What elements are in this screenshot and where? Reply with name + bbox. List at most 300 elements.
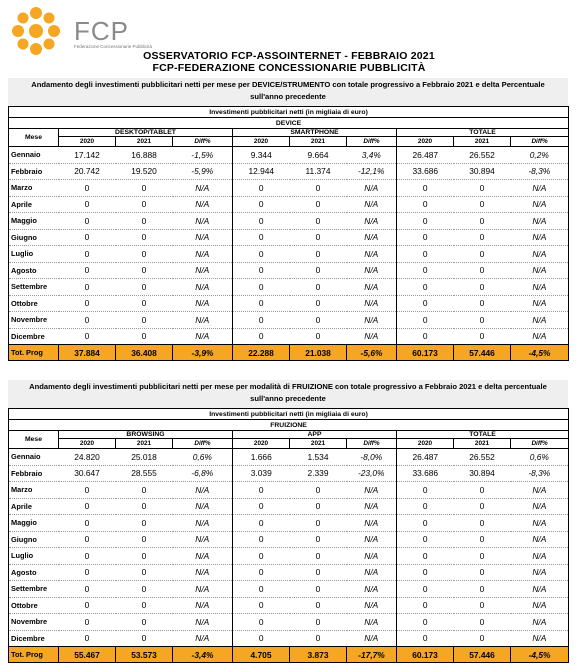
value-cell: 0 <box>290 295 347 312</box>
value-cell: 0 <box>454 279 511 296</box>
table-row <box>9 515 569 532</box>
logo-tagline: Federazione Concessionarie Pubblicità <box>74 44 153 49</box>
table-row <box>9 279 569 296</box>
value-cell: 0 <box>290 564 347 581</box>
value-cell: 0 <box>290 548 347 565</box>
value-cell: 0 <box>59 295 116 312</box>
value-cell: 0 <box>116 548 173 565</box>
value-cell: 0 <box>116 295 173 312</box>
value-cell: 0 <box>454 531 511 548</box>
total-value-cell: 37.884 <box>59 345 116 361</box>
value-cell: 0 <box>59 328 116 345</box>
diff-cell: N/A <box>347 213 397 230</box>
value-cell: 0 <box>233 229 290 246</box>
value-cell: 0 <box>233 279 290 296</box>
total-diff-cell: -4,5% <box>511 345 569 361</box>
value-cell: 0 <box>59 482 116 499</box>
value-cell: 30.894 <box>454 163 511 180</box>
diff-header: Diff% <box>347 137 397 147</box>
diff-cell: -6,8% <box>173 465 233 482</box>
month-cell: Aprile <box>9 498 59 515</box>
diff-cell: 0,2% <box>511 147 569 164</box>
value-cell: 0 <box>233 515 290 532</box>
month-cell: Maggio <box>9 213 59 230</box>
diff-cell: N/A <box>173 295 233 312</box>
fruizione-caption: Andamento degli investimenti pubblicitari netti per mese per modalità di FRUIZIONE con totale progressivo a Febbraio 2021 e delta percentuale sull'anno precedente <box>8 380 568 408</box>
value-cell: 0 <box>59 213 116 230</box>
value-cell: 0 <box>397 295 454 312</box>
month-cell: Agosto <box>9 262 59 279</box>
value-cell: 0 <box>290 597 347 614</box>
value-cell: 3.039 <box>233 465 290 482</box>
diff-cell: N/A <box>173 531 233 548</box>
table-row <box>9 531 569 548</box>
diff-cell: -1,5% <box>173 147 233 164</box>
year-header: 2020 <box>233 439 290 449</box>
value-cell: 0 <box>233 328 290 345</box>
diff-cell: N/A <box>347 180 397 197</box>
value-cell: 0 <box>454 630 511 647</box>
value-cell: 0 <box>290 262 347 279</box>
device-category: DEVICE <box>9 118 569 129</box>
value-cell: 0 <box>59 597 116 614</box>
value-cell: 28.555 <box>116 465 173 482</box>
diff-header: Diff% <box>511 439 569 449</box>
value-cell: 0 <box>454 295 511 312</box>
month-cell: Luglio <box>9 548 59 565</box>
value-cell: 0 <box>290 279 347 296</box>
diff-cell: N/A <box>511 548 569 565</box>
diff-cell: N/A <box>173 515 233 532</box>
month-cell: Aprile <box>9 196 59 213</box>
value-cell: 0 <box>397 515 454 532</box>
value-cell: 0 <box>233 246 290 263</box>
value-cell: 0 <box>454 597 511 614</box>
diff-cell: N/A <box>347 279 397 296</box>
month-cell: Febbraio <box>9 163 59 180</box>
month-cell: Settembre <box>9 279 59 296</box>
value-cell: 0 <box>454 548 511 565</box>
total-diff-cell: -3,4% <box>173 647 233 663</box>
table-row <box>9 465 569 482</box>
total-label: Tot. Prog <box>9 345 59 361</box>
value-cell: 0 <box>116 328 173 345</box>
total-value-cell: 4.705 <box>233 647 290 663</box>
diff-cell: N/A <box>347 614 397 631</box>
value-cell: 1.534 <box>290 449 347 466</box>
value-cell: 26.552 <box>454 449 511 466</box>
diff-cell: N/A <box>347 498 397 515</box>
value-cell: 0 <box>454 246 511 263</box>
value-cell: 0 <box>454 312 511 329</box>
group-header: DESKTOP/TABLET <box>59 129 233 137</box>
value-cell: 1.666 <box>233 449 290 466</box>
value-cell: 0 <box>59 180 116 197</box>
value-cell: 0 <box>59 229 116 246</box>
diff-cell: N/A <box>347 515 397 532</box>
total-label: Tot. Prog <box>9 647 59 663</box>
month-cell: Settembre <box>9 581 59 598</box>
diff-cell: N/A <box>347 229 397 246</box>
value-cell: 30.894 <box>454 465 511 482</box>
value-cell: 0 <box>397 614 454 631</box>
month-cell: Novembre <box>9 614 59 631</box>
mese-header: Mese <box>9 129 59 147</box>
diff-cell: 0,6% <box>511 449 569 466</box>
diff-cell: N/A <box>173 229 233 246</box>
year-header: 2021 <box>116 439 173 449</box>
table-row <box>9 614 569 631</box>
value-cell: 20.742 <box>59 163 116 180</box>
diff-cell: N/A <box>511 262 569 279</box>
year-header: 2020 <box>59 137 116 147</box>
diff-cell: N/A <box>511 564 569 581</box>
value-cell: 0 <box>59 515 116 532</box>
table-row <box>9 147 569 164</box>
device-caption: Andamento degli investimenti pubblicitari netti per mese per DEVICE/STRUMENTO con totale progressivo a Febbraio 2021 e delta Percentuale sull'anno precedente <box>8 78 568 106</box>
value-cell: 33.686 <box>397 465 454 482</box>
value-cell: 0 <box>116 279 173 296</box>
value-cell: 0 <box>233 180 290 197</box>
group-header: APP <box>233 431 397 439</box>
total-value-cell: 60.173 <box>397 345 454 361</box>
value-cell: 0 <box>116 597 173 614</box>
diff-cell: N/A <box>511 246 569 263</box>
value-cell: 0 <box>233 581 290 598</box>
year-header: 2020 <box>397 137 454 147</box>
diff-header: Diff% <box>511 137 569 147</box>
year-header: 2021 <box>454 439 511 449</box>
month-cell: Agosto <box>9 564 59 581</box>
value-cell: 0 <box>454 328 511 345</box>
value-cell: 0 <box>116 229 173 246</box>
year-header: 2021 <box>454 137 511 147</box>
table-row <box>9 564 569 581</box>
table-row <box>9 312 569 329</box>
value-cell: 0 <box>290 531 347 548</box>
value-cell: 0 <box>116 246 173 263</box>
value-cell: 0 <box>397 581 454 598</box>
logo-text: FCP <box>74 16 129 46</box>
value-cell: 0 <box>116 564 173 581</box>
value-cell: 12.944 <box>233 163 290 180</box>
value-cell: 0 <box>116 482 173 499</box>
value-cell: 0 <box>454 581 511 598</box>
value-cell: 0 <box>290 213 347 230</box>
total-diff-cell: -4,5% <box>511 647 569 663</box>
diff-cell: N/A <box>173 597 233 614</box>
diff-cell: N/A <box>511 229 569 246</box>
value-cell: 0 <box>397 246 454 263</box>
value-cell: 0 <box>397 180 454 197</box>
value-cell: 0 <box>116 515 173 532</box>
group-header: TOTALE <box>397 431 569 439</box>
value-cell: 0 <box>233 312 290 329</box>
value-cell: 0 <box>397 229 454 246</box>
diff-cell: 3,4% <box>347 147 397 164</box>
month-cell: Novembre <box>9 312 59 329</box>
value-cell: 16.888 <box>116 147 173 164</box>
diff-cell: N/A <box>173 564 233 581</box>
value-cell: 0 <box>454 564 511 581</box>
value-cell: 0 <box>116 262 173 279</box>
value-cell: 0 <box>59 262 116 279</box>
year-header: 2020 <box>397 439 454 449</box>
value-cell: 11.374 <box>290 163 347 180</box>
value-cell: 30.647 <box>59 465 116 482</box>
value-cell: 0 <box>290 246 347 263</box>
group-header: SMARTPHONE <box>233 129 397 137</box>
total-diff-cell: -17,7% <box>347 647 397 663</box>
value-cell: 0 <box>233 498 290 515</box>
report-title: OSSERVATORIO FCP-ASSOINTERNET - FEBBRAIO 2021 <box>143 50 435 62</box>
diff-cell: N/A <box>511 482 569 499</box>
value-cell: 0 <box>290 196 347 213</box>
total-value-cell: 36.408 <box>116 345 173 361</box>
diff-cell: N/A <box>511 515 569 532</box>
device-section <box>8 78 568 361</box>
diff-cell: N/A <box>347 262 397 279</box>
year-header: 2021 <box>290 439 347 449</box>
table-row <box>9 482 569 499</box>
value-cell: 0 <box>59 312 116 329</box>
value-cell: 0 <box>233 295 290 312</box>
value-cell: 0 <box>397 213 454 230</box>
diff-cell: N/A <box>347 295 397 312</box>
value-cell: 0 <box>454 180 511 197</box>
value-cell: 0 <box>59 246 116 263</box>
group-header: TOTALE <box>397 129 569 137</box>
diff-cell: N/A <box>347 564 397 581</box>
diff-cell: 0,6% <box>173 449 233 466</box>
total-value-cell: 21.038 <box>290 345 347 361</box>
fruizione-subtitle: Investimenti pubblicitari netti (in migliaia di euro) <box>9 409 569 420</box>
table-row <box>9 180 569 197</box>
month-cell: Ottobre <box>9 597 59 614</box>
month-cell: Marzo <box>9 482 59 499</box>
table-row <box>9 229 569 246</box>
value-cell: 9.344 <box>233 147 290 164</box>
value-cell: 24.820 <box>59 449 116 466</box>
month-cell: Dicembre <box>9 630 59 647</box>
value-cell: 0 <box>454 614 511 631</box>
group-header: BROWSING <box>59 431 233 439</box>
diff-cell: N/A <box>511 597 569 614</box>
value-cell: 0 <box>397 482 454 499</box>
value-cell: 0 <box>116 180 173 197</box>
diff-cell: N/A <box>173 246 233 263</box>
total-value-cell: 55.467 <box>59 647 116 663</box>
value-cell: 0 <box>116 630 173 647</box>
diff-cell: N/A <box>511 312 569 329</box>
total-row <box>9 647 569 663</box>
diff-cell: N/A <box>511 279 569 296</box>
value-cell: 0 <box>59 581 116 598</box>
month-cell: Dicembre <box>9 328 59 345</box>
diff-cell: N/A <box>173 213 233 230</box>
fruizione-table <box>8 408 569 663</box>
value-cell: 0 <box>290 614 347 631</box>
diff-cell: N/A <box>173 279 233 296</box>
month-cell: Gennaio <box>9 449 59 466</box>
table-row <box>9 163 569 180</box>
value-cell: 0 <box>59 531 116 548</box>
diff-cell: N/A <box>511 196 569 213</box>
diff-cell: -23,0% <box>347 465 397 482</box>
value-cell: 0 <box>397 279 454 296</box>
value-cell: 0 <box>59 498 116 515</box>
diff-cell: N/A <box>347 328 397 345</box>
diff-cell: N/A <box>511 498 569 515</box>
value-cell: 0 <box>454 196 511 213</box>
diff-cell: N/A <box>511 630 569 647</box>
value-cell: 0 <box>116 581 173 598</box>
value-cell: 0 <box>454 515 511 532</box>
table-row <box>9 548 569 565</box>
value-cell: 0 <box>116 531 173 548</box>
diff-cell: N/A <box>173 581 233 598</box>
value-cell: 0 <box>397 498 454 515</box>
diff-cell: N/A <box>347 482 397 499</box>
total-diff-cell: -3,9% <box>173 345 233 361</box>
value-cell: 0 <box>59 614 116 631</box>
value-cell: 0 <box>290 515 347 532</box>
value-cell: 0 <box>233 482 290 499</box>
diff-cell: N/A <box>511 295 569 312</box>
value-cell: 0 <box>397 328 454 345</box>
value-cell: 0 <box>454 498 511 515</box>
report-subtitle: FCP-FEDERAZIONE CONCESSIONARIE PUBBLICITÀ <box>152 62 426 74</box>
value-cell: 9.664 <box>290 147 347 164</box>
total-row <box>9 345 569 361</box>
value-cell: 17.142 <box>59 147 116 164</box>
diff-cell: N/A <box>173 328 233 345</box>
diff-cell: -12,1% <box>347 163 397 180</box>
value-cell: 0 <box>290 229 347 246</box>
value-cell: 0 <box>290 630 347 647</box>
value-cell: 0 <box>397 312 454 329</box>
value-cell: 0 <box>233 630 290 647</box>
value-cell: 0 <box>397 262 454 279</box>
value-cell: 0 <box>233 531 290 548</box>
diff-cell: N/A <box>173 548 233 565</box>
table-row <box>9 196 569 213</box>
diff-cell: -5,9% <box>173 163 233 180</box>
value-cell: 0 <box>397 531 454 548</box>
fruizione-category: FRUIZIONE <box>9 420 569 431</box>
value-cell: 0 <box>290 312 347 329</box>
diff-cell: N/A <box>173 312 233 329</box>
diff-header: Diff% <box>347 439 397 449</box>
table-row <box>9 328 569 345</box>
value-cell: 26.487 <box>397 449 454 466</box>
value-cell: 0 <box>233 597 290 614</box>
table-row <box>9 597 569 614</box>
diff-cell: N/A <box>173 614 233 631</box>
total-value-cell: 3.873 <box>290 647 347 663</box>
value-cell: 0 <box>116 498 173 515</box>
fruizione-section <box>8 380 568 663</box>
value-cell: 0 <box>116 196 173 213</box>
diff-cell: N/A <box>173 180 233 197</box>
diff-header: Diff% <box>173 439 233 449</box>
total-value-cell: 57.446 <box>454 647 511 663</box>
value-cell: 26.487 <box>397 147 454 164</box>
diff-cell: N/A <box>173 262 233 279</box>
diff-cell: N/A <box>511 581 569 598</box>
year-header: 2020 <box>233 137 290 147</box>
diff-cell: N/A <box>347 548 397 565</box>
value-cell: 0 <box>116 312 173 329</box>
value-cell: 0 <box>290 328 347 345</box>
table-row <box>9 449 569 466</box>
total-diff-cell: -5,6% <box>347 345 397 361</box>
diff-cell: N/A <box>347 597 397 614</box>
value-cell: 0 <box>454 229 511 246</box>
value-cell: 0 <box>290 482 347 499</box>
month-cell: Gennaio <box>9 147 59 164</box>
diff-cell: -8,0% <box>347 449 397 466</box>
month-cell: Luglio <box>9 246 59 263</box>
value-cell: 0 <box>454 482 511 499</box>
table-row <box>9 262 569 279</box>
table-row <box>9 213 569 230</box>
value-cell: 33.686 <box>397 163 454 180</box>
total-value-cell: 22.288 <box>233 345 290 361</box>
value-cell: 0 <box>397 597 454 614</box>
month-cell: Giugno <box>9 229 59 246</box>
value-cell: 0 <box>59 630 116 647</box>
diff-cell: N/A <box>173 196 233 213</box>
value-cell: 0 <box>59 279 116 296</box>
value-cell: 0 <box>233 614 290 631</box>
value-cell: 0 <box>233 196 290 213</box>
value-cell: 0 <box>233 213 290 230</box>
diff-cell: N/A <box>511 614 569 631</box>
value-cell: 0 <box>454 262 511 279</box>
value-cell: 0 <box>290 180 347 197</box>
device-table <box>8 106 569 361</box>
value-cell: 19.520 <box>116 163 173 180</box>
diff-cell: N/A <box>173 498 233 515</box>
diff-cell: N/A <box>347 312 397 329</box>
year-header: 2021 <box>116 137 173 147</box>
value-cell: 0 <box>454 213 511 230</box>
mese-header: Mese <box>9 431 59 449</box>
table-row <box>9 295 569 312</box>
diff-cell: N/A <box>347 246 397 263</box>
month-cell: Marzo <box>9 180 59 197</box>
month-cell: Ottobre <box>9 295 59 312</box>
table-row <box>9 246 569 263</box>
diff-cell: -8,3% <box>511 465 569 482</box>
diff-cell: N/A <box>347 196 397 213</box>
value-cell: 0 <box>397 196 454 213</box>
value-cell: 25.018 <box>116 449 173 466</box>
value-cell: 2.339 <box>290 465 347 482</box>
diff-cell: N/A <box>511 328 569 345</box>
total-value-cell: 57.446 <box>454 345 511 361</box>
total-value-cell: 53.573 <box>116 647 173 663</box>
value-cell: 0 <box>397 630 454 647</box>
diff-cell: N/A <box>347 630 397 647</box>
value-cell: 0 <box>59 564 116 581</box>
value-cell: 0 <box>59 196 116 213</box>
value-cell: 0 <box>397 564 454 581</box>
diff-cell: N/A <box>511 180 569 197</box>
diff-cell: N/A <box>511 531 569 548</box>
diff-cell: N/A <box>173 482 233 499</box>
